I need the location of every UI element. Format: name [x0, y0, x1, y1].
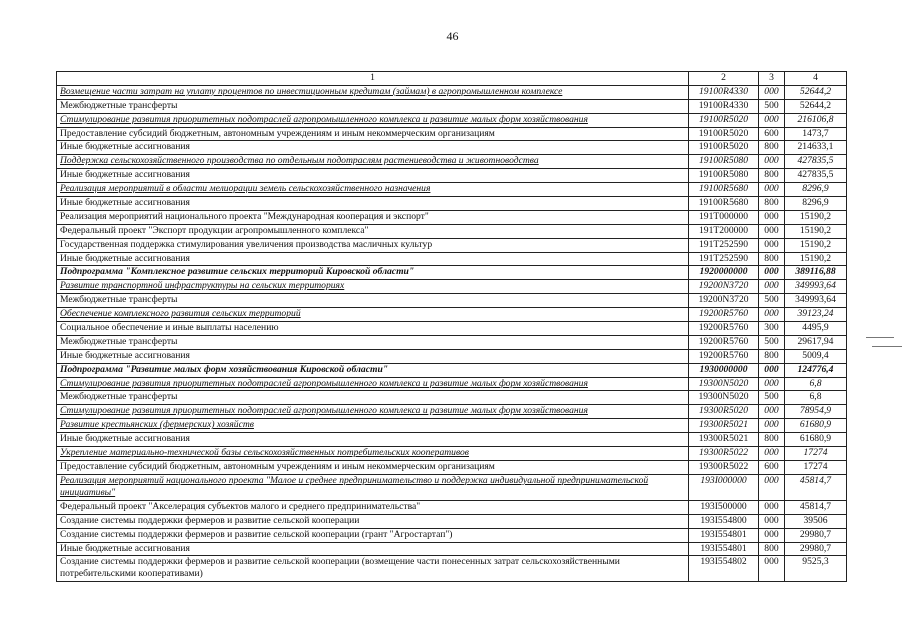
table-row [57, 322, 847, 336]
row-name: Иные бюджетные ассигнования [57, 197, 689, 211]
table-row [57, 433, 847, 447]
table-row [57, 419, 847, 433]
row-name: Иные бюджетные ассигнования [57, 433, 689, 447]
table-row [57, 224, 847, 238]
row-amount: 6,8 [785, 391, 847, 405]
row-name: Межбюджетные трансферты [57, 294, 689, 308]
row-name: Государственная поддержка стимулирования увеличения производства масличных культур [57, 238, 689, 252]
row-code: 1930000000 [689, 363, 759, 377]
row-kind: 000 [759, 238, 785, 252]
row-name: Подпрограмма "Развитие малых форм хозяйствования Кировской области" [57, 363, 689, 377]
table-row [57, 252, 847, 266]
row-amount: 15190,2 [785, 210, 847, 224]
row-amount: 9525,3 [785, 556, 847, 582]
row-amount: 15190,2 [785, 252, 847, 266]
row-kind: 000 [759, 113, 785, 127]
table-row [57, 113, 847, 127]
table-row [57, 141, 847, 155]
row-code: 19100R5680 [689, 183, 759, 197]
row-code: 19200N3720 [689, 294, 759, 308]
budget-table [56, 71, 847, 582]
scan-artifact [872, 346, 902, 347]
table-row [57, 391, 847, 405]
row-name: Предоставление субсидий бюджетным, автономным учреждениям и иным некоммерческим организациям [57, 127, 689, 141]
row-amount: 1473,7 [785, 127, 847, 141]
table-row [57, 85, 847, 99]
table-row [57, 363, 847, 377]
table-row [57, 405, 847, 419]
row-code: 1920000000 [689, 266, 759, 280]
row-name: Реализация мероприятий национального проекта "Международная кооперация и экспорт" [57, 210, 689, 224]
row-amount: 8296,9 [785, 183, 847, 197]
row-kind: 500 [759, 294, 785, 308]
row-amount: 61680,9 [785, 419, 847, 433]
row-kind: 600 [759, 127, 785, 141]
row-code: 191T200000 [689, 224, 759, 238]
row-amount: 214633,1 [785, 141, 847, 155]
row-kind: 000 [759, 556, 785, 582]
row-name: Стимулирование развития приоритетных подотраслей агропромышленного комплекса и развитие малых форм хозяйствования [57, 113, 689, 127]
row-kind: 000 [759, 377, 785, 391]
row-amount: 4495,9 [785, 322, 847, 336]
row-kind: 000 [759, 280, 785, 294]
row-amount: 29617,94 [785, 335, 847, 349]
row-amount: 6,8 [785, 377, 847, 391]
row-kind: 000 [759, 210, 785, 224]
row-amount: 389116,88 [785, 266, 847, 280]
table-row [57, 528, 847, 542]
row-name: Создание системы поддержки фермеров и развитие сельской кооперации (возмещение части понесенных затрат сельскохозяйственными потребительскими кооперативами) [57, 556, 689, 582]
row-amount: 45814,7 [785, 474, 847, 500]
scan-artifact [866, 337, 894, 338]
row-code: 19300R5021 [689, 419, 759, 433]
table-row [57, 500, 847, 514]
row-code: 193I554801 [689, 542, 759, 556]
row-code: 193I000000 [689, 474, 759, 500]
row-kind: 000 [759, 155, 785, 169]
row-kind: 300 [759, 322, 785, 336]
table-row [57, 99, 847, 113]
row-amount: 124776,4 [785, 363, 847, 377]
row-code: 19100R5080 [689, 155, 759, 169]
table-row [57, 349, 847, 363]
row-kind: 000 [759, 308, 785, 322]
row-name: Поддержка сельскохозяйственного производства по отдельным подотраслям растениеводства и животноводства [57, 155, 689, 169]
row-kind: 000 [759, 514, 785, 528]
row-kind: 000 [759, 183, 785, 197]
table-row [57, 460, 847, 474]
row-name: Создание системы поддержки фермеров и развитие сельской кооперации (грант "Агростартап") [57, 528, 689, 542]
row-code: 19300R5022 [689, 447, 759, 461]
row-name: Федеральный проект "Акселерация субъектов малого и среднего предпринимательства" [57, 500, 689, 514]
row-amount: 427835,5 [785, 169, 847, 183]
table-row [57, 447, 847, 461]
table-row [57, 183, 847, 197]
row-kind: 800 [759, 542, 785, 556]
table-row [57, 308, 847, 322]
row-name: Предоставление субсидий бюджетным, автономным учреждениям и иным некоммерческим организациям [57, 460, 689, 474]
row-code: 19100R5020 [689, 141, 759, 155]
row-amount: 78954,9 [785, 405, 847, 419]
header-col-1: 1 [57, 72, 689, 86]
row-code: 193I554802 [689, 556, 759, 582]
row-name: Обеспечение комплексного развития сельских территорий [57, 308, 689, 322]
row-name: Иные бюджетные ассигнования [57, 542, 689, 556]
row-amount: 52644,2 [785, 99, 847, 113]
row-kind: 000 [759, 528, 785, 542]
row-amount: 29980,7 [785, 528, 847, 542]
row-amount: 17274 [785, 460, 847, 474]
row-kind: 800 [759, 433, 785, 447]
row-code: 19200R5760 [689, 349, 759, 363]
row-code: 19200R5760 [689, 335, 759, 349]
row-name: Реализация мероприятий в области мелиорации земель сельскохозяйственного назначения [57, 183, 689, 197]
row-name: Реализация мероприятий национального проекта "Малое и среднее предпринимательство и поддержка индивидуальной предпринимательской инициативы" [57, 474, 689, 500]
row-code: 19300N5020 [689, 391, 759, 405]
row-code: 19100R4330 [689, 99, 759, 113]
row-amount: 349993,64 [785, 294, 847, 308]
table-row [57, 210, 847, 224]
page-number: 46 [446, 29, 459, 43]
row-name: Федеральный проект "Экспорт продукции агропромышленного комплекса" [57, 224, 689, 238]
row-name: Развитие транспортной инфраструктуры на сельских территориях [57, 280, 689, 294]
row-kind: 500 [759, 335, 785, 349]
row-amount: 52644,2 [785, 85, 847, 99]
row-name: Развитие крестьянских (фермерских) хозяйств [57, 419, 689, 433]
row-code: 19300R5020 [689, 405, 759, 419]
row-code: 193I500000 [689, 500, 759, 514]
row-code: 191T252590 [689, 238, 759, 252]
row-name: Иные бюджетные ассигнования [57, 349, 689, 363]
row-name: Возмещение части затрат на уплату процентов по инвестиционным кредитам (займам) в агропромышленном комплексе [57, 85, 689, 99]
table-row [57, 335, 847, 349]
row-kind: 800 [759, 141, 785, 155]
row-name: Стимулирование развития приоритетных подотраслей агропромышленного комплекса и развитие малых форм хозяйствования [57, 377, 689, 391]
row-kind: 000 [759, 474, 785, 500]
row-code: 19200N3720 [689, 280, 759, 294]
table-row [57, 514, 847, 528]
table-row [57, 238, 847, 252]
row-name: Создание системы поддержки фермеров и развитие сельской кооперации [57, 514, 689, 528]
row-amount: 45814,7 [785, 500, 847, 514]
row-amount: 29980,7 [785, 542, 847, 556]
row-code: 19100R5020 [689, 113, 759, 127]
row-amount: 39506 [785, 514, 847, 528]
row-code: 19300N5020 [689, 377, 759, 391]
row-kind: 000 [759, 447, 785, 461]
table-row [57, 266, 847, 280]
row-amount: 349993,64 [785, 280, 847, 294]
row-code: 191T252590 [689, 252, 759, 266]
row-code: 19200R5760 [689, 322, 759, 336]
row-name: Подпрограмма "Комплексное развитие сельских территорий Кировской области" [57, 266, 689, 280]
row-amount: 17274 [785, 447, 847, 461]
row-code: 19300R5022 [689, 460, 759, 474]
row-amount: 427835,5 [785, 155, 847, 169]
table-row [57, 280, 847, 294]
table-row [57, 294, 847, 308]
row-name: Иные бюджетные ассигнования [57, 252, 689, 266]
row-name: Социальное обеспечение и иные выплаты населению [57, 322, 689, 336]
row-kind: 600 [759, 460, 785, 474]
table-row [57, 155, 847, 169]
row-name: Межбюджетные трансферты [57, 99, 689, 113]
row-kind: 800 [759, 349, 785, 363]
row-amount: 61680,9 [785, 433, 847, 447]
row-kind: 500 [759, 99, 785, 113]
table-row [57, 474, 847, 500]
row-code: 19300R5021 [689, 433, 759, 447]
row-name: Межбюджетные трансферты [57, 391, 689, 405]
row-kind: 000 [759, 363, 785, 377]
header-col-3: 3 [759, 72, 785, 86]
row-name: Межбюджетные трансферты [57, 335, 689, 349]
row-amount: 5009,4 [785, 349, 847, 363]
header-col-4: 4 [785, 72, 847, 86]
row-code: 19100R4330 [689, 85, 759, 99]
row-kind: 800 [759, 252, 785, 266]
row-amount: 8296,9 [785, 197, 847, 211]
row-kind: 000 [759, 224, 785, 238]
table-row [57, 169, 847, 183]
table-row [57, 127, 847, 141]
row-name: Иные бюджетные ассигнования [57, 141, 689, 155]
row-kind: 500 [759, 391, 785, 405]
row-name: Укрепление материально-технической базы сельскохозяйственных потребительских кооперативов [57, 447, 689, 461]
row-name: Иные бюджетные ассигнования [57, 169, 689, 183]
row-code: 19200R5760 [689, 308, 759, 322]
row-name: Стимулирование развития приоритетных подотраслей агропромышленного комплекса и развитие малых форм хозяйствования [57, 405, 689, 419]
row-kind: 800 [759, 169, 785, 183]
row-kind: 000 [759, 85, 785, 99]
header-col-2: 2 [689, 72, 759, 86]
row-code: 19100R5680 [689, 197, 759, 211]
row-code: 19100R5080 [689, 169, 759, 183]
row-amount: 39123,24 [785, 308, 847, 322]
row-code: 193I554800 [689, 514, 759, 528]
row-kind: 000 [759, 405, 785, 419]
row-kind: 000 [759, 500, 785, 514]
row-kind: 000 [759, 419, 785, 433]
table-row [57, 197, 847, 211]
row-code: 191T000000 [689, 210, 759, 224]
table-row [57, 542, 847, 556]
table-row [57, 377, 847, 391]
row-amount: 216106,8 [785, 113, 847, 127]
row-amount: 15190,2 [785, 224, 847, 238]
row-amount: 15190,2 [785, 238, 847, 252]
row-kind: 000 [759, 266, 785, 280]
table-header-row [57, 72, 847, 86]
row-kind: 800 [759, 197, 785, 211]
row-code: 193I554801 [689, 528, 759, 542]
table-row [57, 556, 847, 582]
row-code: 19100R5020 [689, 127, 759, 141]
